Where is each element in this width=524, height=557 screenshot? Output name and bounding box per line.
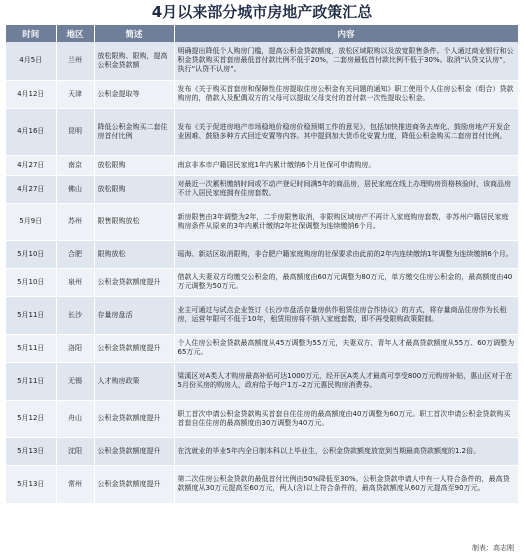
header-date: 时间 (6, 25, 56, 42)
table-row (6, 175, 518, 203)
row-summary: 公积金贷款额度提升 (94, 400, 174, 437)
row-content: 发布《关于购买首套房和保障性住房提取住房公积金有关问题的通知》职工使用个人住房公积金（组合）贷款购房的，借款人及配偶双方的父母可以提取父母支付的首付款一次性提取公积金。 (174, 80, 518, 108)
header-summary: 简述 (94, 25, 174, 42)
row-content: 第二次住房公积金贷款的最低首付比例由50%降低至30%。公积金贷款申请人中有一人符合条件的，最高贷款额度从30万元提高至60万元，两人(含)以上符合条件的，最高贷款额度从60万元提高至90万元。 (174, 465, 518, 503)
row-date: 4月12日 (6, 80, 56, 108)
row-date: 4月27日 (6, 155, 56, 175)
row-summary: 公积金提取等 (94, 80, 174, 108)
row-city: 合肥 (56, 240, 94, 268)
row-summary: 放松限购 (94, 175, 174, 203)
row-content: 在沈就业的毕业5年内全日制本科以上毕业生，公积金贷款额度放宽到当期最高贷款额度的1.2倍。 (174, 437, 518, 465)
table-body (6, 42, 518, 503)
row-city: 苏州 (56, 203, 94, 240)
row-content: 南京非本市户籍居民家庭1年内累计缴纳6个月社保可申请购房。 (174, 155, 518, 175)
table-credit: 制表：高志刚 (472, 544, 514, 552)
row-city: 沈阳 (56, 437, 94, 465)
row-city: 常州 (56, 465, 94, 503)
row-date: 5月11日 (6, 362, 56, 400)
row-city: 天津 (56, 80, 94, 108)
table-row (6, 42, 518, 80)
table-row (6, 362, 518, 400)
row-summary: 放松限购、限购，提高公积金贷款额 (94, 42, 174, 80)
page-title: 4月以来部分城市房地产政策汇总 (151, 3, 373, 21)
row-date: 5月10日 (6, 268, 56, 296)
table-row (6, 268, 518, 296)
row-content: 对最近一次累积缴纳时间或不动产登记时间满5年的商品房，居民家庭在线上办理购房资格核验时，该商品房不计入居民家庭拥有住房套数。 (174, 175, 518, 203)
header-content: 内容 (174, 25, 518, 42)
row-content: 职工首次申请公积金贷款购买首套自住住房的最高额度由40万调整为60万元。职工首次申请公积金贷款购买首套自住住房的最高额度由30万调整为40万元。 (174, 400, 518, 437)
row-city: 昆明 (56, 108, 94, 155)
row-date: 4月27日 (6, 175, 56, 203)
row-summary: 公积金贷款额度提升 (94, 334, 174, 362)
row-date: 5月10日 (6, 240, 56, 268)
row-date: 5月11日 (6, 296, 56, 334)
row-city: 佛山 (56, 175, 94, 203)
row-summary: 限售限购放松 (94, 203, 174, 240)
table-row (6, 155, 518, 175)
row-summary: 存量房盘活 (94, 296, 174, 334)
row-summary: 人才购房政策 (94, 362, 174, 400)
row-date: 5月11日 (6, 334, 56, 362)
row-content: 梁溪区对A类人才购房最高补贴可达1000万元，经开区A类人才最高可享受800万元购房补贴，惠山区对于在5月份买房的购房人，政府给予每户1万–2万元惠民购房消费券。 (174, 362, 518, 400)
row-city: 无锡 (56, 362, 94, 400)
row-summary: 公积金贷款额度提升 (94, 268, 174, 296)
row-date: 4月16日 (6, 108, 56, 155)
row-city: 南京 (56, 155, 94, 175)
row-summary: 降低公积金购买二套住房首付比例 (94, 108, 174, 155)
header-city: 地区 (56, 25, 94, 42)
table-row (6, 465, 518, 503)
row-summary: 公积金贷款额度提升 (94, 437, 174, 465)
row-city: 洛阳 (56, 334, 94, 362)
row-content: 明确提出降低个人购房门槛，提高公积金贷款额度，放松区域限购以及放宽限售条件。个人通过商业银行和公积金贷款购买首套房最低首付款比例不低于20%，二套房最低首付款比例不低于30%。取消“认贷又认房”，执行“认贷不认房”。 (174, 42, 518, 80)
policy-table (6, 25, 519, 504)
row-city: 兰州 (56, 42, 94, 80)
table-header-row (6, 25, 518, 42)
row-content: 新房限售由3年调整为2年，二手房限售取消，非限购区域房产不再计入家庭购房套数，非苏州户籍居民家庭购房条件从原来的3年内累计缴纳2年社保调整为连续缴纳6个月。 (174, 203, 518, 240)
row-date: 5月13日 (6, 437, 56, 465)
table-row (6, 203, 518, 240)
table-row (6, 108, 518, 155)
row-summary: 限购放松 (94, 240, 174, 268)
table-row (6, 296, 518, 334)
row-summary: 放松限购 (94, 155, 174, 175)
table-row (6, 240, 518, 268)
row-city: 长沙 (56, 296, 94, 334)
row-content: 发布《关于促进房地产市场稳地价稳房价稳预期工作的意见》，包括加快推进商务去库化、鼓励房地产开发企业困难、鼓励多种方式回迁安置等内容。其中提到加大货币化安置力度，降低公积金购买二套房首付比例。 (174, 108, 518, 155)
table-row (6, 400, 518, 437)
row-date: 5月13日 (6, 465, 56, 503)
table-row (6, 80, 518, 108)
table-row (6, 437, 518, 465)
row-date: 4月5日 (6, 42, 56, 80)
row-content: 借款人夫妻双方均缴交公积金的，最高额度由60万元调整为80万元，单方缴交住房公积金的，最高额度由40万元调整为50万元。 (174, 268, 518, 296)
row-date: 5月12日 (6, 400, 56, 437)
row-content: 个人住房公积金贷款最高额度从45万调整为55万元，夫妻双方、青年人才最高贷款额度从55万、60万调整为65万元。 (174, 334, 518, 362)
table-row (6, 334, 518, 362)
row-content: 瑶海、新站区取消限购，非合肥户籍家庭购房的社保要求由此前的2年内连续缴纳1年调整为连续缴纳6个月。 (174, 240, 518, 268)
row-city: 泉州 (56, 268, 94, 296)
row-date: 5月9日 (6, 203, 56, 240)
row-content: 业主可通过与试点企业签订《长沙市盘活存量房供作租赁住房合作协议》的方式，将存量商品住房作为长租房，运营年限可不低于10年，租赁用房将不纳入家庭套数，即不再受限购政策限制。 (174, 296, 518, 334)
row-summary: 公积金贷款额度提升 (94, 465, 174, 503)
row-city: 舟山 (56, 400, 94, 437)
